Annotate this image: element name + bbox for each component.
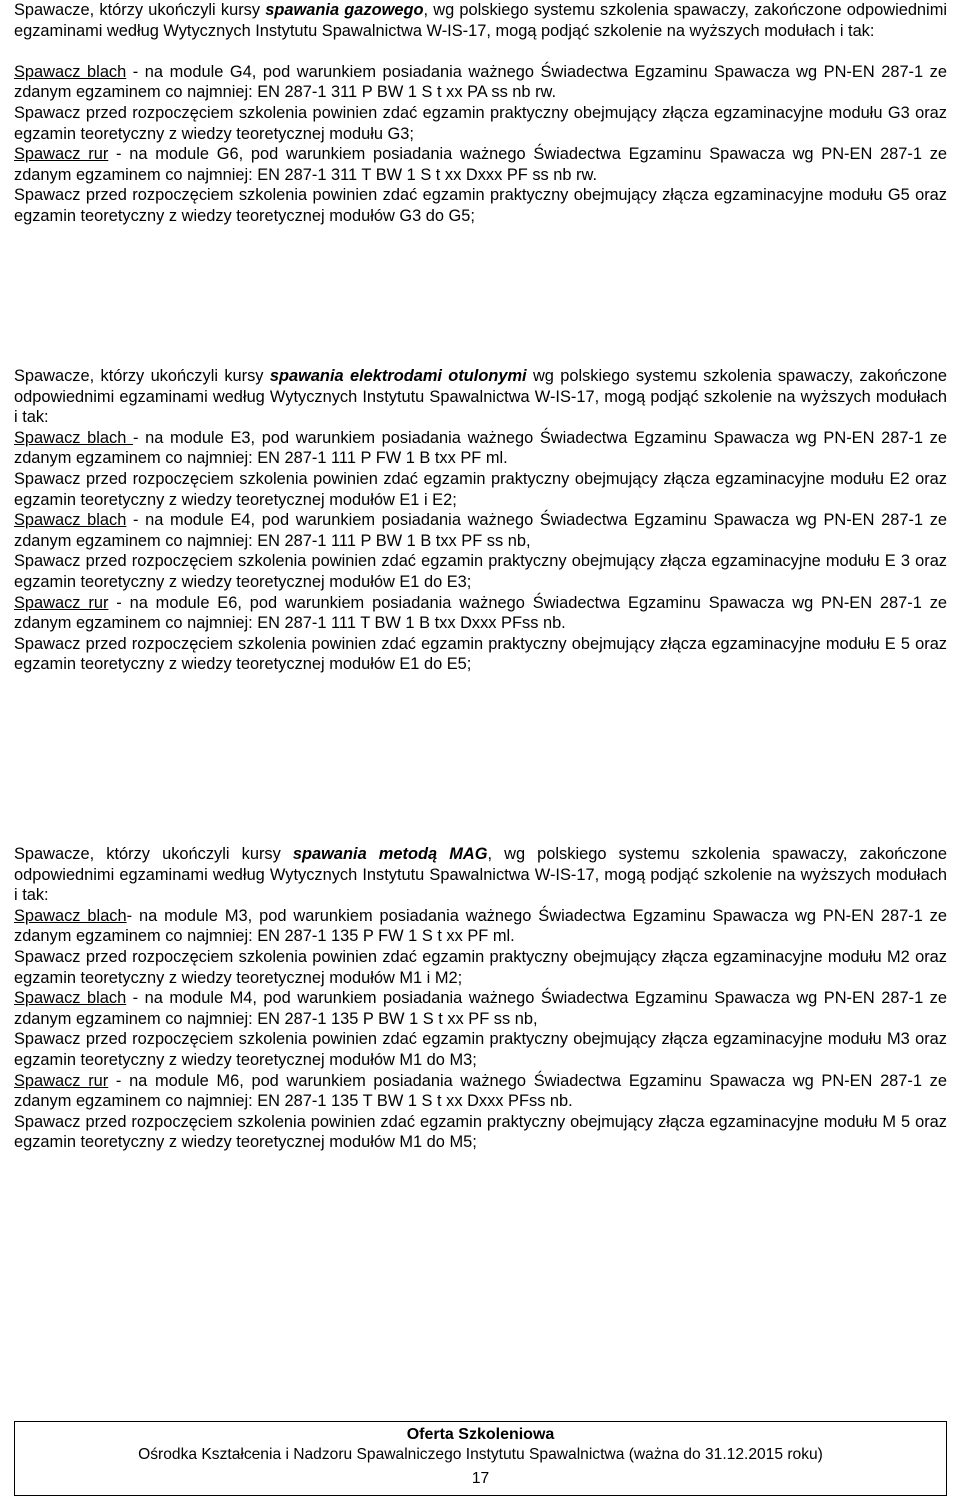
module-item xyxy=(14,988,947,1029)
module-requirement: Spawacz przed rozpoczęciem szkolenia powinien zdać egzamin praktyczny obejmujący złącza egzaminacyjne modułu E 3 oraz egzamin teoretyczny z wiedzy teoretycznej modułów E1 do E3; xyxy=(14,552,947,591)
item-text: - na module E6, pod warunkiem posiadania ważnego Świadectwa Egzaminu Spawacza wg PN-EN 287-1 ze zdanym egzaminem co najmniej: EN 287-1 111 T BW 1 B txx Dxxx PFss nb. xyxy=(14,593,948,633)
item-label: Spawacz blach xyxy=(14,62,127,81)
module-item xyxy=(14,1071,947,1112)
module-item xyxy=(14,593,947,634)
section-mag-welding xyxy=(14,844,947,1153)
module-requirement: Spawacz przed rozpoczęciem szkolenia powinien zdać egzamin praktyczny obejmujący złącza egzaminacyjne modułu G5 oraz egzamin teoretyczny z wiedzy teoretycznej modułów G3 do G5; xyxy=(14,186,947,225)
section-intro xyxy=(14,844,947,906)
intro-emphasis: spawania metodą MAG xyxy=(292,845,488,863)
module-item xyxy=(14,62,947,103)
module-item xyxy=(14,510,947,551)
item-label: Spawacz rur xyxy=(14,1071,109,1090)
intro-text-cont: wg polskiego systemu szkolenia spawaczy, zakończone odpowiednimi egzaminami według Wytycznych Instytutu Spawalnictwa W-IS-17, mogą podjąć szkolenie na wyższych modułach i tak: xyxy=(14,367,947,427)
section-intro xyxy=(14,0,947,41)
module-requirement: Spawacz przed rozpoczęciem szkolenia powinien zdać egzamin praktyczny obejmujący złącza egzaminacyjne modułu M 5 oraz egzamin teoretyczny z wiedzy teoretycznej modułów M1 do M5; xyxy=(14,1112,947,1152)
intro-emphasis: spawania elektrodami otulonymi xyxy=(269,367,527,385)
intro-text-cont: , wg polskiego systemu szkolenia spawaczy, zakończone odpowiednimi egzaminami według Wytycznych Instytutu Spawalnictwa W-IS-17, mogą podjąć szkolenie na wyższych modułach i tak: xyxy=(14,1,947,40)
page-number: 17 xyxy=(471,1470,490,1487)
intro-text: Spawacze, którzy ukończyli kursy xyxy=(14,845,293,863)
item-text: - na module M3, pod warunkiem posiadania ważnego Świadectwa Egzaminu Spawacza wg PN-EN 287-1 ze zdanym egzaminem co najmniej: EN 287-1 135 P FW 1 S t xx PF ml. xyxy=(14,906,947,946)
item-label: Spawacz rur xyxy=(14,145,109,164)
item-text: - na module M4, pod warunkiem posiadania ważnego Świadectwa Egzaminu Spawacza wg PN-EN 287-1 ze zdanym egzaminem co najmniej: EN 287-1 135 P BW 1 S t xx PF ss nb, xyxy=(14,989,947,1028)
module-item xyxy=(14,144,947,185)
item-label: Spawacz blach xyxy=(14,906,127,925)
section-covered-electrodes xyxy=(14,366,947,675)
footer-subtitle: Ośrodka Kształcenia i Nadzoru Spawalniczego Instytutu Spawalnictwa (ważna do 31.12.2015 roku) xyxy=(138,1446,823,1463)
intro-text: Spawacze, którzy ukończyli kursy xyxy=(14,1,266,19)
footer-title: Oferta Szkoleniowa xyxy=(406,1426,555,1443)
module-requirement: Spawacz przed rozpoczęciem szkolenia powinien zdać egzamin praktyczny obejmujący złącza egzaminacyjne modułu E 5 oraz egzamin teoretyczny z wiedzy teoretycznej modułów E1 do E5; xyxy=(14,634,947,674)
intro-text-cont: , wg polskiego systemu szkolenia spawaczy, zakończone odpowiednimi egzaminami według Wytycznych Instytutu Spawalnictwa W-IS-17, mogą podjąć szkolenie na wyższych modułach i tak: xyxy=(14,845,947,905)
module-requirement: Spawacz przed rozpoczęciem szkolenia powinien zdać egzamin praktyczny obejmujący złącza egzaminacyjne modułu M3 oraz egzamin teoretyczny z wiedzy teoretycznej modułów M1 do M3; xyxy=(14,1030,947,1069)
intro-text: Spawacze, którzy ukończyli kursy xyxy=(14,367,270,385)
module-item xyxy=(14,428,947,469)
item-text: - na module E3, pod warunkiem posiadania ważnego Świadectwa Egzaminu Spawacza wg PN-EN 287-1 ze zdanym egzaminem co najmniej: EN 287-1 111 P FW 1 B txx PF ml. xyxy=(14,428,947,468)
item-label: Spawacz blach xyxy=(14,511,127,530)
item-text: - na module G4, pod warunkiem posiadania ważnego Świadectwa Egzaminu Spawacza wg PN-EN 287-1 ze zdanym egzaminem co najmniej: EN 287-1 311 P BW 1 S t xx PA ss nb rw. xyxy=(14,62,947,102)
module-requirement: Spawacz przed rozpoczęciem szkolenia powinien zdać egzamin praktyczny obejmujący złącza egzaminacyjne modułu M2 oraz egzamin teoretyczny z wiedzy teoretycznej modułów M1 i M2; xyxy=(14,947,947,987)
page-footer xyxy=(14,1421,947,1496)
module-requirement: Spawacz przed rozpoczęciem szkolenia powinien zdać egzamin praktyczny obejmujący złącza egzaminacyjne modułu E2 oraz egzamin teoretyczny z wiedzy teoretycznej modułów E1 i E2; xyxy=(14,469,947,509)
item-label: Spawacz blach xyxy=(14,428,134,447)
item-label: Spawacz blach xyxy=(14,989,127,1008)
section-gas-welding xyxy=(14,0,947,227)
item-text: - na module G6, pod warunkiem posiadania ważnego Świadectwa Egzaminu Spawacza wg PN-EN 287-1 ze zdanym egzaminem co najmniej: EN 287-1 311 T BW 1 S t xx Dxxx PF ss nb rw. xyxy=(14,145,947,184)
module-requirement: Spawacz przed rozpoczęciem szkolenia powinien zdać egzamin praktyczny obejmujący złącza egzaminacyjne modułu G3 oraz egzamin teoretyczny z wiedzy teoretycznej modułu G3; xyxy=(14,103,947,143)
item-text: - na module M6, pod warunkiem posiadania ważnego Świadectwa Egzaminu Spawacza wg PN-EN 287-1 ze zdanym egzaminem co najmniej: EN 287-1 135 T BW 1 S t xx Dxxx PFss nb. xyxy=(14,1071,947,1111)
item-text: - na module E4, pod warunkiem posiadania ważnego Świadectwa Egzaminu Spawacza wg PN-EN 287-1 ze zdanym egzaminem co najmniej: EN 287-1 111 P BW 1 B txx PF ss nb, xyxy=(14,511,947,550)
item-label: Spawacz rur xyxy=(14,593,109,612)
section-intro xyxy=(14,366,947,428)
intro-emphasis: spawania gazowego xyxy=(265,1,424,19)
module-item xyxy=(14,906,947,947)
